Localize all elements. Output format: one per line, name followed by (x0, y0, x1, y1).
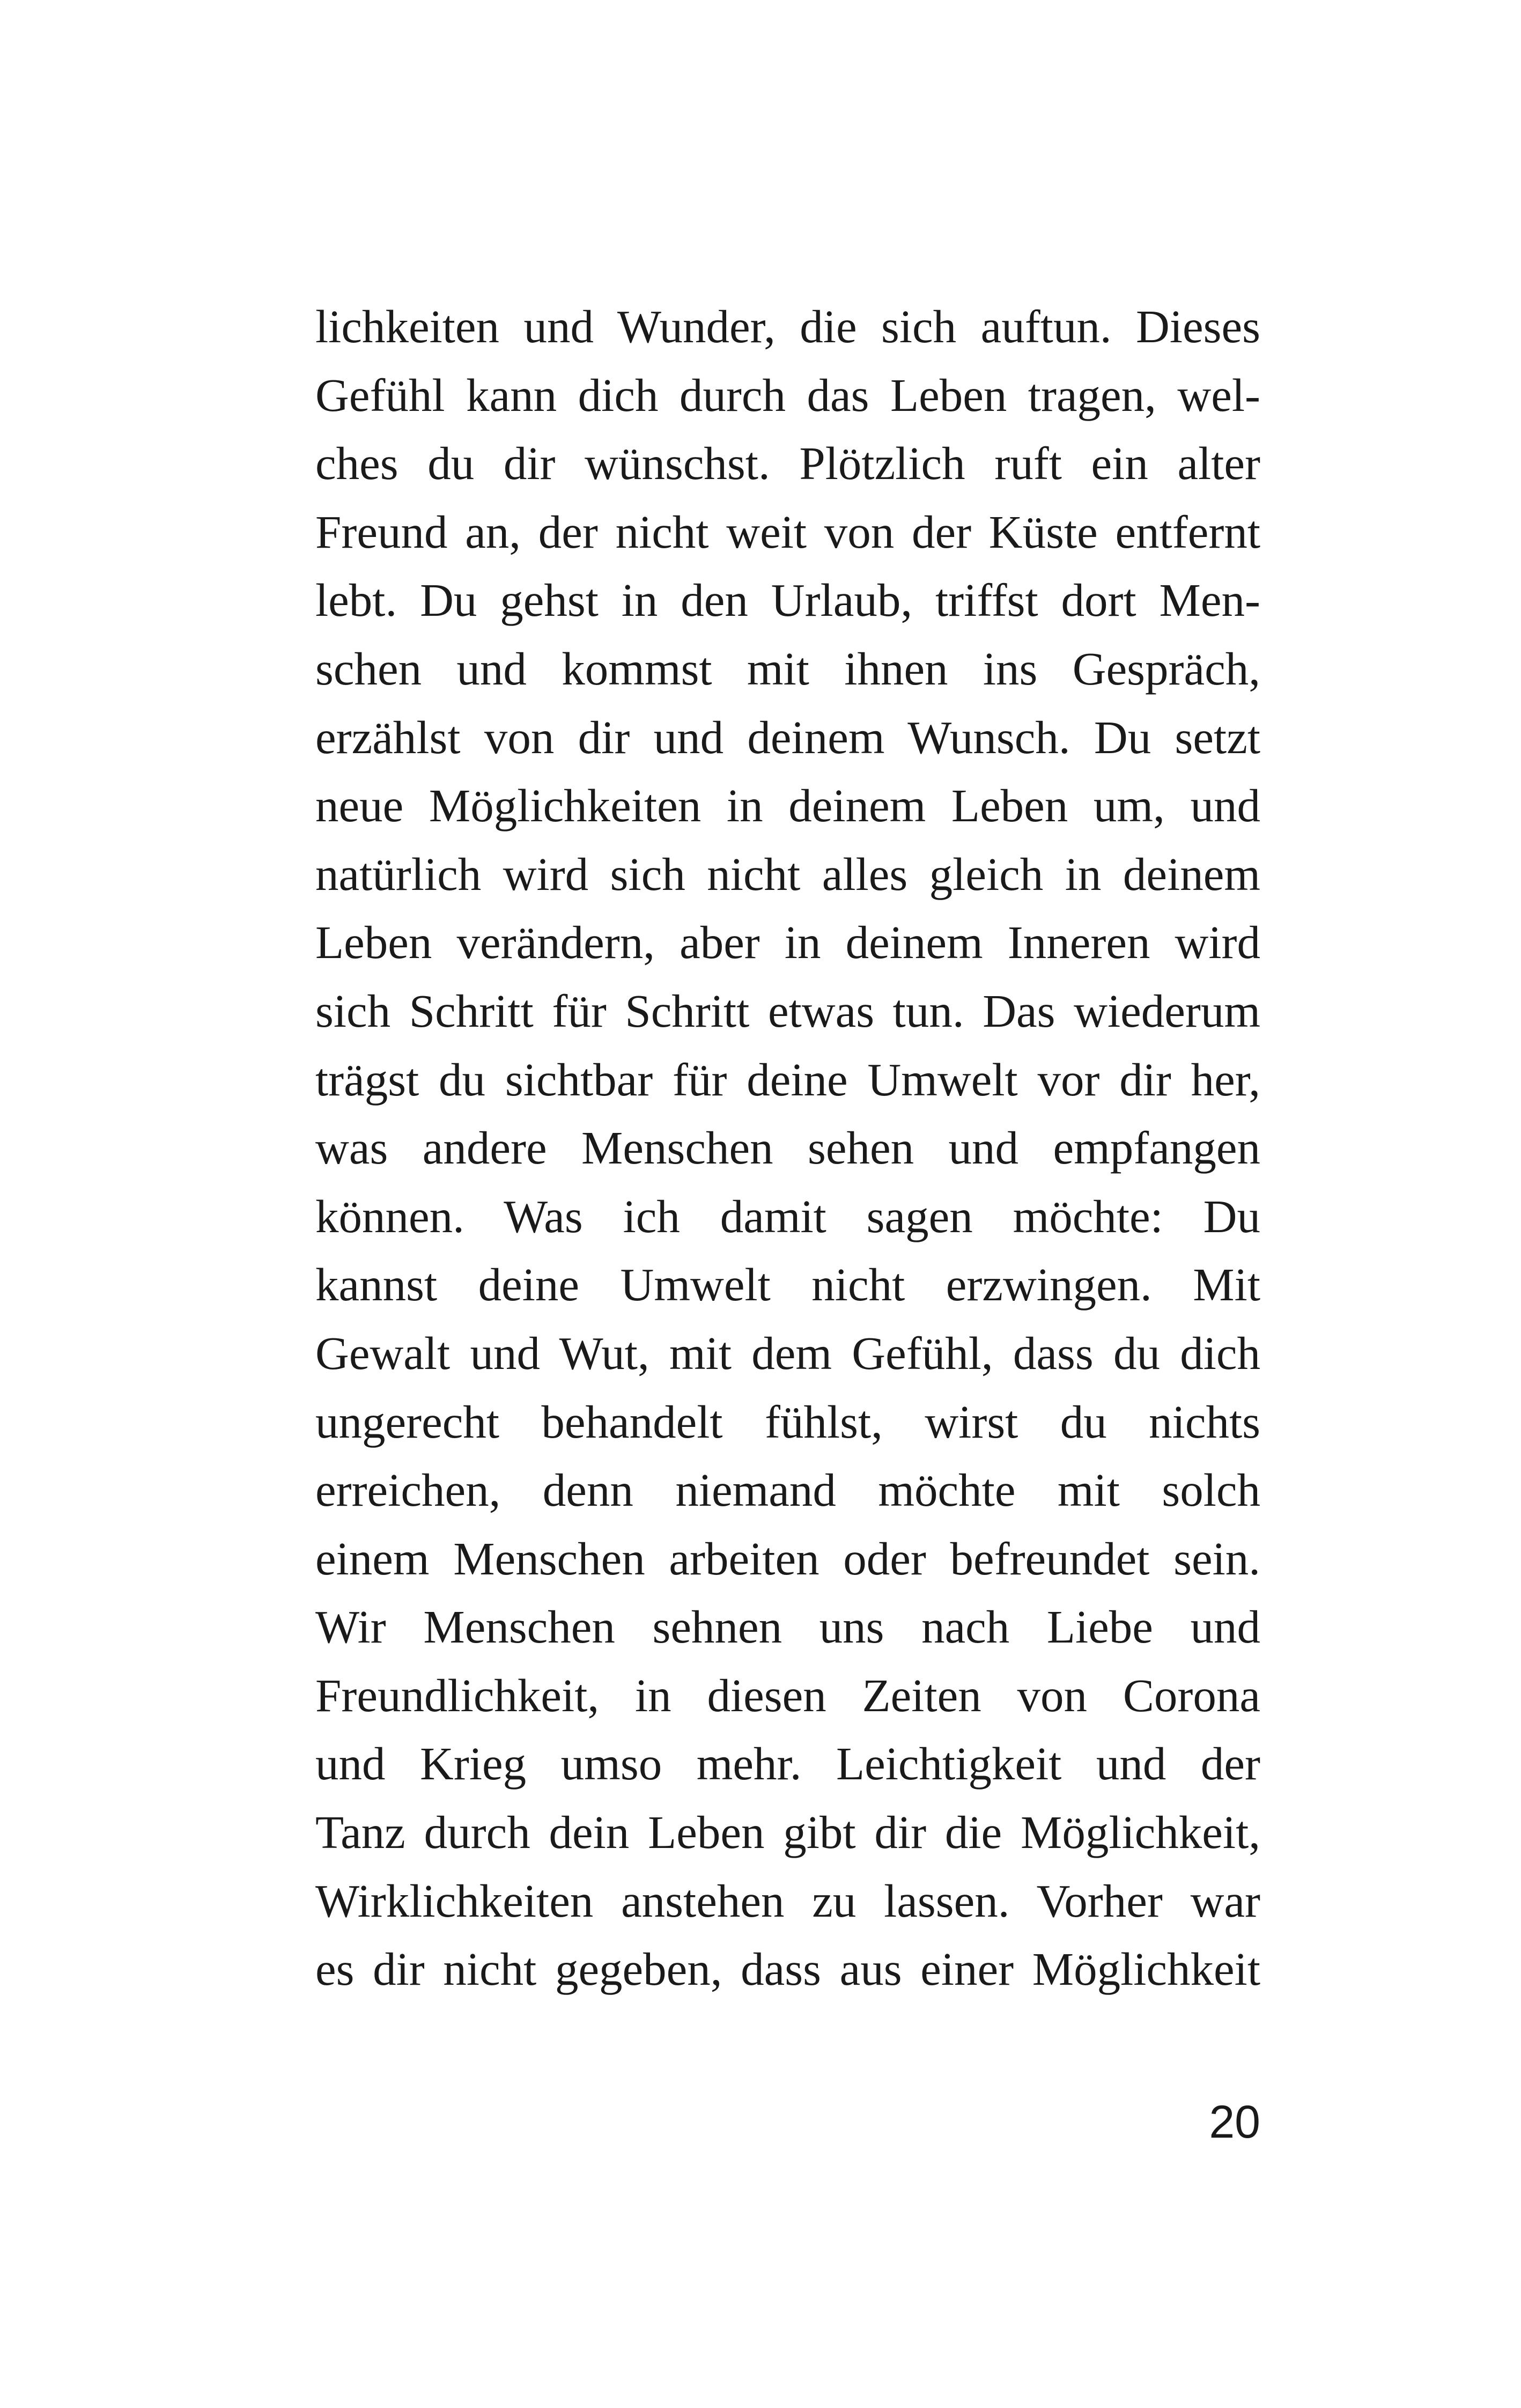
text-line: erreichen, denn niemand möchte mit solch (315, 1464, 1260, 1516)
text-line: und Krieg umso mehr. Leichtigkeit und der (315, 1737, 1260, 1790)
text-line: kannst deine Umwelt nicht erzwingen. Mit (315, 1258, 1260, 1311)
text-line: lichkeiten und Wunder, die sich auftun. Dieses (315, 300, 1260, 352)
text-line: sich Schritt für Schritt etwas tun. Das wiederum (315, 984, 1260, 1037)
text-line: natürlich wird sich nicht alles gleich in deinem (315, 848, 1260, 900)
body-text (315, 292, 1260, 2004)
text-line: schen und kommst mit ihnen ins Gespräch, (315, 642, 1260, 695)
text-line: Freundlichkeit, in diesen Zeiten von Corona (315, 1669, 1260, 1721)
text-line: Leben verändern, aber in deinem Inneren wird (315, 916, 1260, 969)
text-line: können. Was ich damit sagen möchte: Du (315, 1190, 1260, 1242)
text-line: neue Möglichkeiten in deinem Leben um, und (315, 779, 1260, 832)
text-line: Gewalt und Wut, mit dem Gefühl, dass du dich (315, 1327, 1260, 1379)
text-line: es dir nicht gegeben, dass aus einer Möglichkeit (315, 1943, 1260, 1995)
text-line: Tanz durch dein Leben gibt dir die Möglichkeit, (315, 1806, 1260, 1859)
page-number: 20 (1209, 2096, 1260, 2148)
text-line: einem Menschen arbeiten oder befreundet sein. (315, 1532, 1260, 1585)
text-line: Wirklichkeiten anstehen zu lassen. Vorher war (315, 1874, 1260, 1927)
text-line: Gefühl kann dich durch das Leben tragen, wel- (315, 369, 1260, 421)
text-line: Freund an, der nicht weit von der Küste entfernt (315, 505, 1260, 558)
text-line: trägst du sichtbar für deine Umwelt vor dir her, (315, 1053, 1260, 1106)
text-line: ches du dir wünschst. Plötzlich ruft ein alter (315, 437, 1260, 490)
text-line: Wir Menschen sehnen uns nach Liebe und (315, 1601, 1260, 1653)
text-line: ungerecht behandelt fühlst, wirst du nichts (315, 1395, 1260, 1448)
text-line: erzählst von dir und deinem Wunsch. Du setzt (315, 711, 1260, 763)
text-line: was andere Menschen sehen und empfangen (315, 1122, 1260, 1174)
text-line: lebt. Du gehst in den Urlaub, triffst dort Men- (315, 574, 1260, 627)
